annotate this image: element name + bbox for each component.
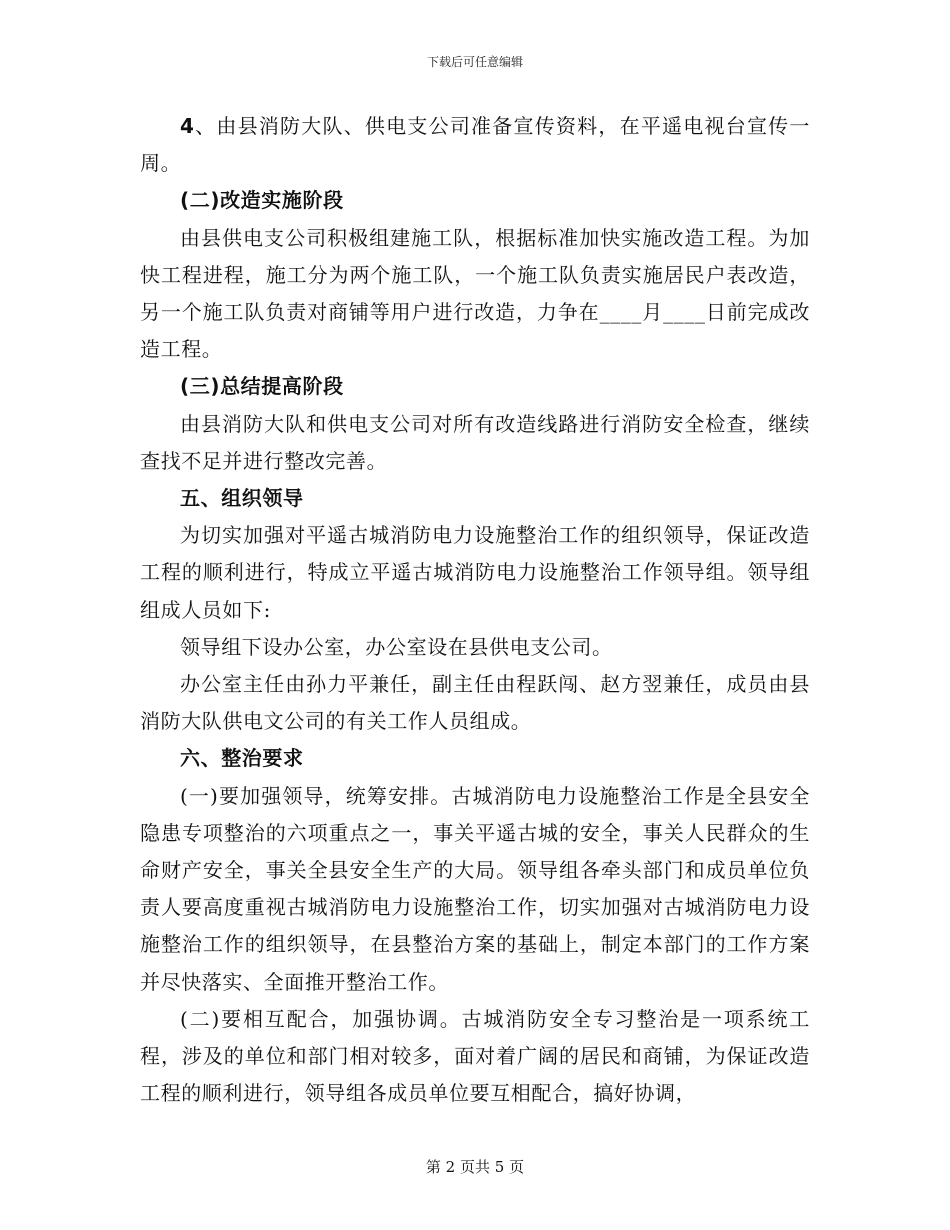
paragraph-stage-3: 由县消防大队和供电支公司对所有改造线路进行消防安全检查，继续查找不足并进行整改完善。 — [140, 411, 810, 473]
page-footer: 第 2 页共 5 页 — [425, 1158, 525, 1176]
paragraph-leadership: 为切实加强对平遥古城消防电力设施整治工作的组织领导，保证改造工程的顺利进行，特成立平遥古城消防电力设施整治工作领导组。领导组组成人员如下: — [140, 523, 810, 622]
heading-section-5: 五、组织领导 — [180, 486, 304, 511]
paragraph-office-members: 办公室主任由孙力平兼任，副主任由程跃闯、赵方翌兼任，成员由县消防大队供电文公司的有关工作人员组成。 — [140, 672, 810, 734]
paragraph-office: 领导组下设办公室，办公室设在县供电支公司。 — [180, 634, 613, 659]
paragraph-stage-2: 由县供电支公司积极组建施工队，根据标准加快实施改造工程。为加快工程进程，施工分为两个施工队，一个施工队负责实施居民户表改造，另一个施工队负责对商铺等用户进行改造，力争在____月____日前完成改造工程。 — [140, 225, 810, 362]
heading-stage-2: (二)改造实施阶段 — [180, 188, 344, 213]
paragraph-requirement-1: (一)要加强领导，统筹安排。古城消防电力设施整治工作是全县安全隐患专项整治的六项重点之一，事关平遥古城的安全，事关人民群众的生命财产安全，事关全县安全生产的大局。领导组各牵头部门和成员单位负责人要高度重视古城消防电力设施整治工作，切实加强对古城消防电力设施整治工作的组织领导，在县整治方案的基础上，制定本部门的工作方案并尽快落实、全面推开整治工作。 — [140, 783, 810, 994]
document-body — [140, 108, 810, 1112]
page-header: 下载后可任意编辑 — [426, 55, 523, 69]
heading-stage-3: (三)总结提高阶段 — [180, 374, 344, 399]
paragraph-requirement-2: (二)要相互配合，加强协调。古城消防安全专习整治是一项系统工程，涉及的单位和部门相对较多，面对着广阔的居民和商铺，为保证改造工程的顺利进行，领导组各成员单位要互相配合，搞好协调， — [140, 1006, 810, 1106]
item-number: 4 — [180, 114, 195, 138]
paragraph-text: 、由县消防大队、供电支公司准备宣传资料，在平遥电视台宣传一周。 — [140, 114, 810, 176]
paragraph-item-4 — [140, 108, 810, 182]
heading-section-6: 六、整治要求 — [180, 746, 304, 771]
